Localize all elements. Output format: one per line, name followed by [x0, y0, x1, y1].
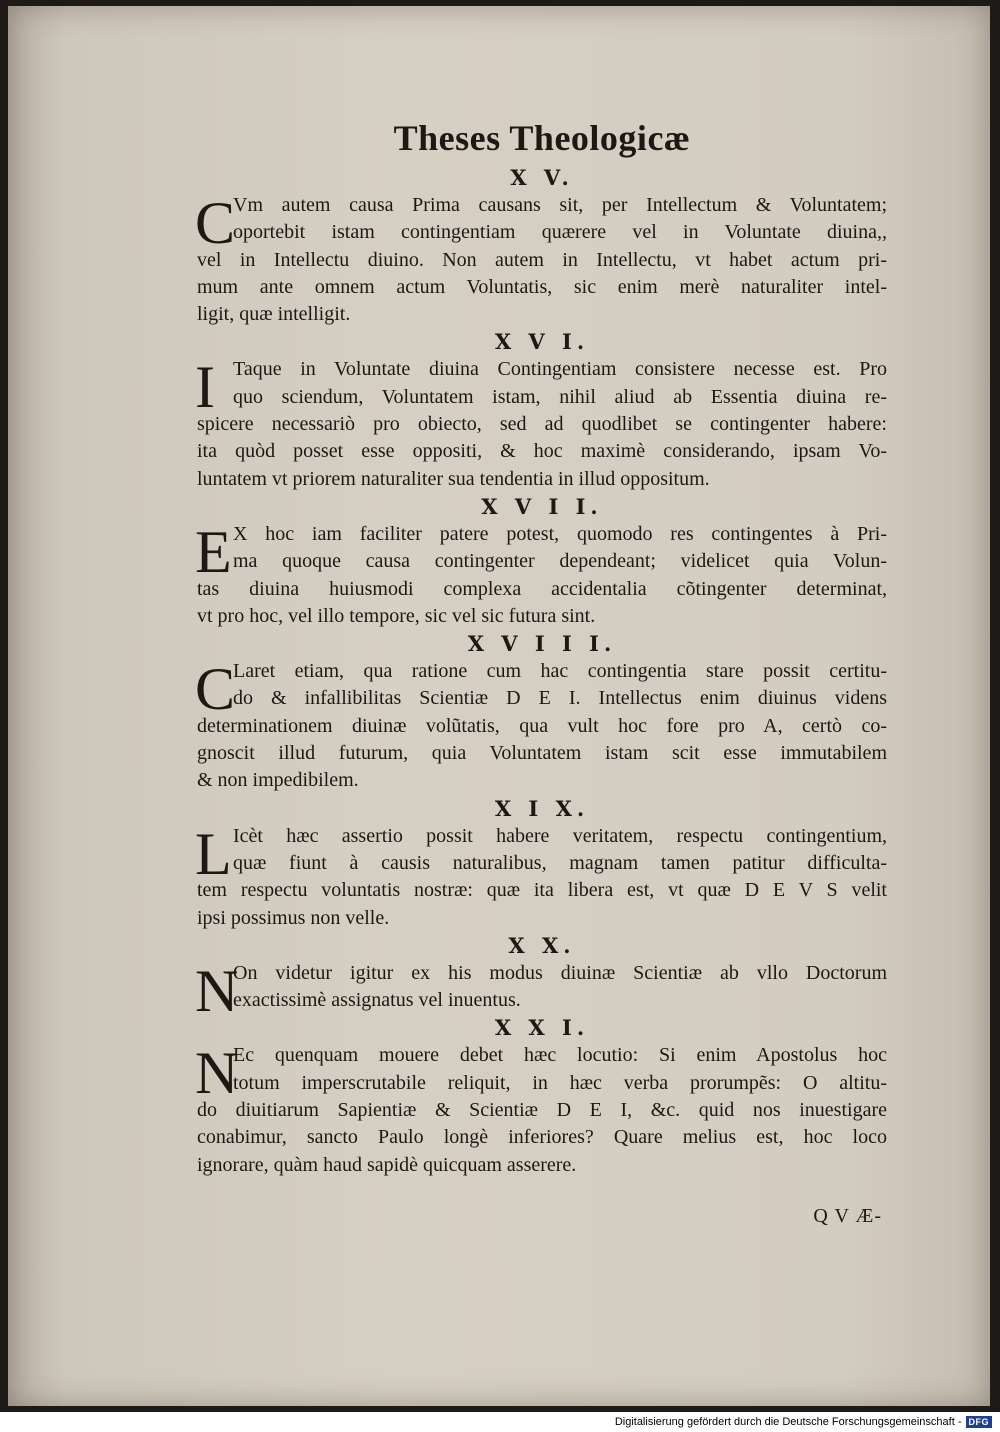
footer-text: Digitalisierung gefördert durch die Deutsche Forschungsgemeinschaft - [614, 1416, 962, 1428]
text-line: vt pro hoc, vel illo tempore, sic vel sic futura sint. [197, 604, 596, 627]
thesis-paragraph [195, 957, 887, 1024]
text-line: Laret etiam, qua ratione cum hac contingentia stare possit certitu- [233, 660, 887, 683]
dfg-logo: DFG [966, 1416, 993, 1428]
text-line: Ec quenquam mouere debet hæc locutio: Si enim Apostolus hoc [233, 1044, 887, 1067]
text-line: vel in Intellectu diuino. Non autem in Intellectu, vt habet actum pri- [197, 248, 887, 271]
catchword: Q V Æ- [813, 1205, 882, 1227]
text-line: totum imperscrutabile reliquit, in hæc verba prorumpẽs: O altitu- [233, 1071, 887, 1094]
text-line: X hoc iam faciliter patere potest, quomodo res contingentes à Pri- [233, 522, 887, 545]
text-line: determinationem diuinæ volũtatis, qua vult hoc fore pro A, certò co- [197, 714, 887, 737]
text-line: On videtur igitur ex his modus diuinæ Scientiæ ab vllo Doctorum [233, 961, 887, 984]
thesis-paragraph [197, 356, 887, 492]
thesis-number: X V I I. [481, 493, 603, 519]
text-line: tas diuina huiusmodi complexa accidentalia cõtingenter determinat, [197, 577, 887, 600]
thesis-paragraph [195, 518, 887, 630]
initial-letter: C [195, 190, 236, 256]
text-line: & non impedibilem. [197, 769, 359, 792]
thesis-number: X I X. [494, 795, 590, 821]
thesis-number: X V I. [494, 329, 590, 355]
text-line: mum ante omnem actum Voluntatis, sic enim merè naturaliter intel- [197, 275, 887, 298]
initial-letter: I [195, 354, 215, 421]
page-title: Theses Theologicæ [393, 118, 691, 158]
text-line: Icèt hæc assertio possit habere veritatem, respectu contingentium, [233, 824, 887, 847]
text-line: exactissimè assignatus vel inuentus. [233, 989, 521, 1012]
text-line: oportebit istam contingentiam quærere vel in Voluntate diuina,, [233, 221, 887, 244]
text-line: do & infallibilitas Scientiæ D E I. Intellectus enim diuinus videns [233, 687, 887, 710]
thesis-number: X V I I I. [467, 631, 617, 657]
text-line: ignorare, quàm haud sapidè quicquam asserere. [197, 1153, 577, 1176]
initial-letter: L [195, 820, 232, 887]
text-line: do diuitiarum Sapientiæ & Scientiæ D E I, &c. quid nos inuestigare [197, 1099, 887, 1122]
initial-letter: N [195, 957, 239, 1024]
text-line: Vm autem causa Prima causans sit, per Intellectum & Voluntatem; [233, 194, 887, 216]
initial-letter: E [195, 518, 232, 585]
text-line: luntatem vt priorem naturaliter sua tendentia in illud oppositum. [197, 467, 710, 490]
text-line: ma quoque causa contingenter dependeant; videlicet quia Volun- [233, 550, 887, 573]
initial-letter: N [195, 1040, 239, 1107]
thesis-paragraph [195, 820, 887, 932]
text-line: quo sciendum, Voluntatem istam, nihil aliud ab Essentia diuina re- [233, 385, 887, 408]
text-line: gnoscit illud futurum, quia Voluntatem istam scit esse immutabilem [197, 742, 887, 765]
page-content [197, 112, 887, 1179]
text-line: ita quòd posset esse oppositi, & hoc maximè considerando, ipsam Vo- [197, 440, 887, 463]
thesis-number: X X I. [494, 1015, 590, 1041]
thesis-number: X V. [510, 165, 574, 190]
text-line: spicere necessariò pro obiecto, sed ad quodlibet se contingenter habere: [197, 413, 887, 436]
text-line: Taque in Voluntate diuina Contingentiam consistere necesse est. Pro [233, 358, 887, 381]
initial-letter: C [195, 656, 236, 723]
thesis-number: X X. [508, 932, 576, 958]
theses-list [197, 164, 887, 1179]
thesis-paragraph [197, 1042, 887, 1178]
footer [615, 1414, 992, 1430]
text-line: tem respectu voluntatis nostræ: quæ ita libera est, vt quæ D E V S velit [197, 879, 887, 902]
text-line: ligit, quæ intelligit. [197, 303, 351, 326]
text-line: ipsi possimus non velle. [197, 906, 390, 929]
thesis-paragraph [197, 658, 887, 794]
text-line: conabimur, sancto Paulo longè inferiores? Quare melius est, hoc loco [197, 1126, 887, 1149]
thesis-paragraph [197, 192, 887, 328]
text-line: quæ fiunt à causis naturalibus, magnam tamen patitur difficulta- [233, 851, 887, 874]
